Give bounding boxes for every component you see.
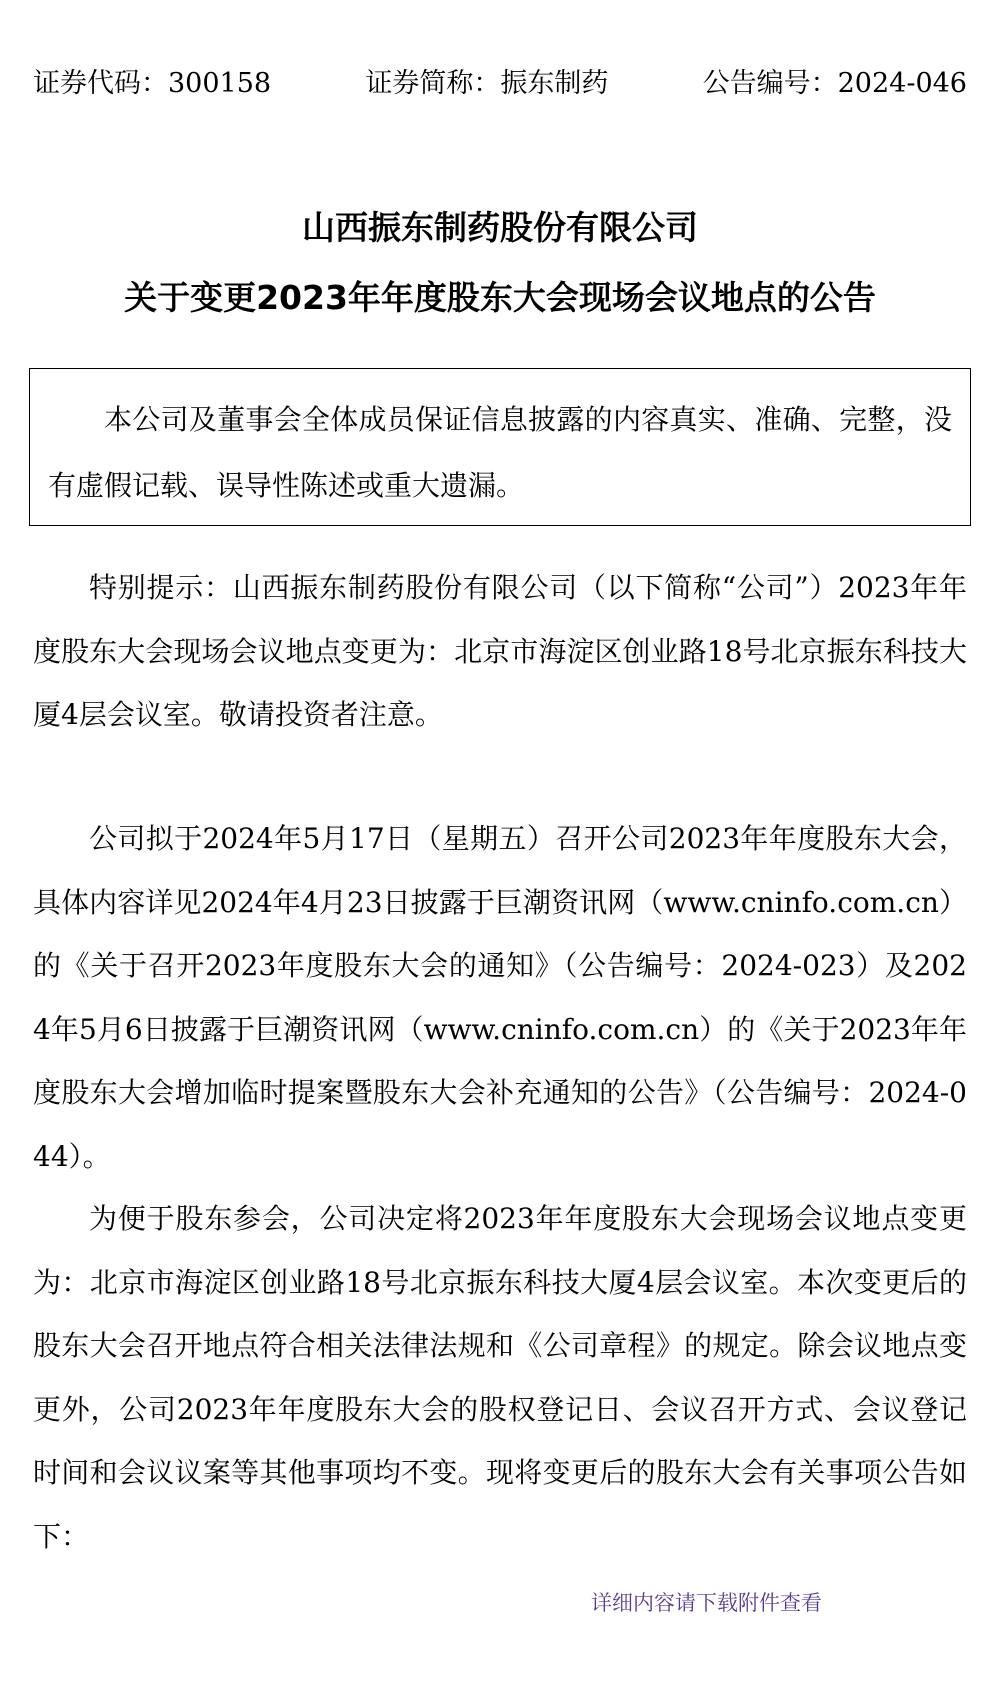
special-notice-paragraph: 特别提示：山西振东制药股份有限公司（以下简称“公司”）2023年年度股东大会现场会议地点变更为：北京市海淀区创业路18号北京振东科技大厦4层会议室。敬请投资者注意。 (33, 571, 967, 731)
stock-name: 证券简称：振东制药 (365, 68, 609, 99)
disclaimer-box (29, 368, 971, 526)
meeting-info-paragraph: 公司拟于2024年5月17日（星期五）召开公司2023年年度股东大会，具体内容详见2024年4月23日披露于巨潮资讯网（www.cninfo.com.cn）的《关于召开2023年度股东大会的通知》（公告编号：2024-023）及2024年5月6日披露于巨潮资讯网（www.cninfo.com.cn）的《关于2023年年度股东大会增加临时提案暨股东大会补充通知的公告》（公告编号：2024-044）。 (33, 822, 967, 1173)
document-header (33, 64, 967, 104)
disclaimer-text: 本公司及董事会全体成员保证信息披露的内容真实、准确、完整，没有虚假记载、误导性陈述或重大遗漏。 (48, 403, 952, 502)
stock-code: 证券代码：300158 (33, 68, 272, 99)
location-change-paragraph: 为便于股东参会，公司决定将2023年年度股东大会现场会议地点变更为：北京市海淀区创业路18号北京振东科技大厦4层会议室。本次变更后的股东大会召开地点符合相关法律法规和《公司章程》的规定。除会议地点变更外，公司2023年年度股东大会的股权登记日、会议召开方式、会议登记时间和会议议案等其他事项均不变。现将变更后的股东大会有关事项公告如下： (33, 1202, 967, 1553)
announcement-number: 公告编号：2024-046 (702, 68, 967, 99)
download-attachment-link[interactable]: 详细内容请下载附件查看 (591, 1591, 822, 1615)
company-title: 山西振东制药股份有限公司 (302, 208, 698, 247)
announcement-title: 关于变更2023年年度股东大会现场会议地点的公告 (124, 278, 876, 317)
